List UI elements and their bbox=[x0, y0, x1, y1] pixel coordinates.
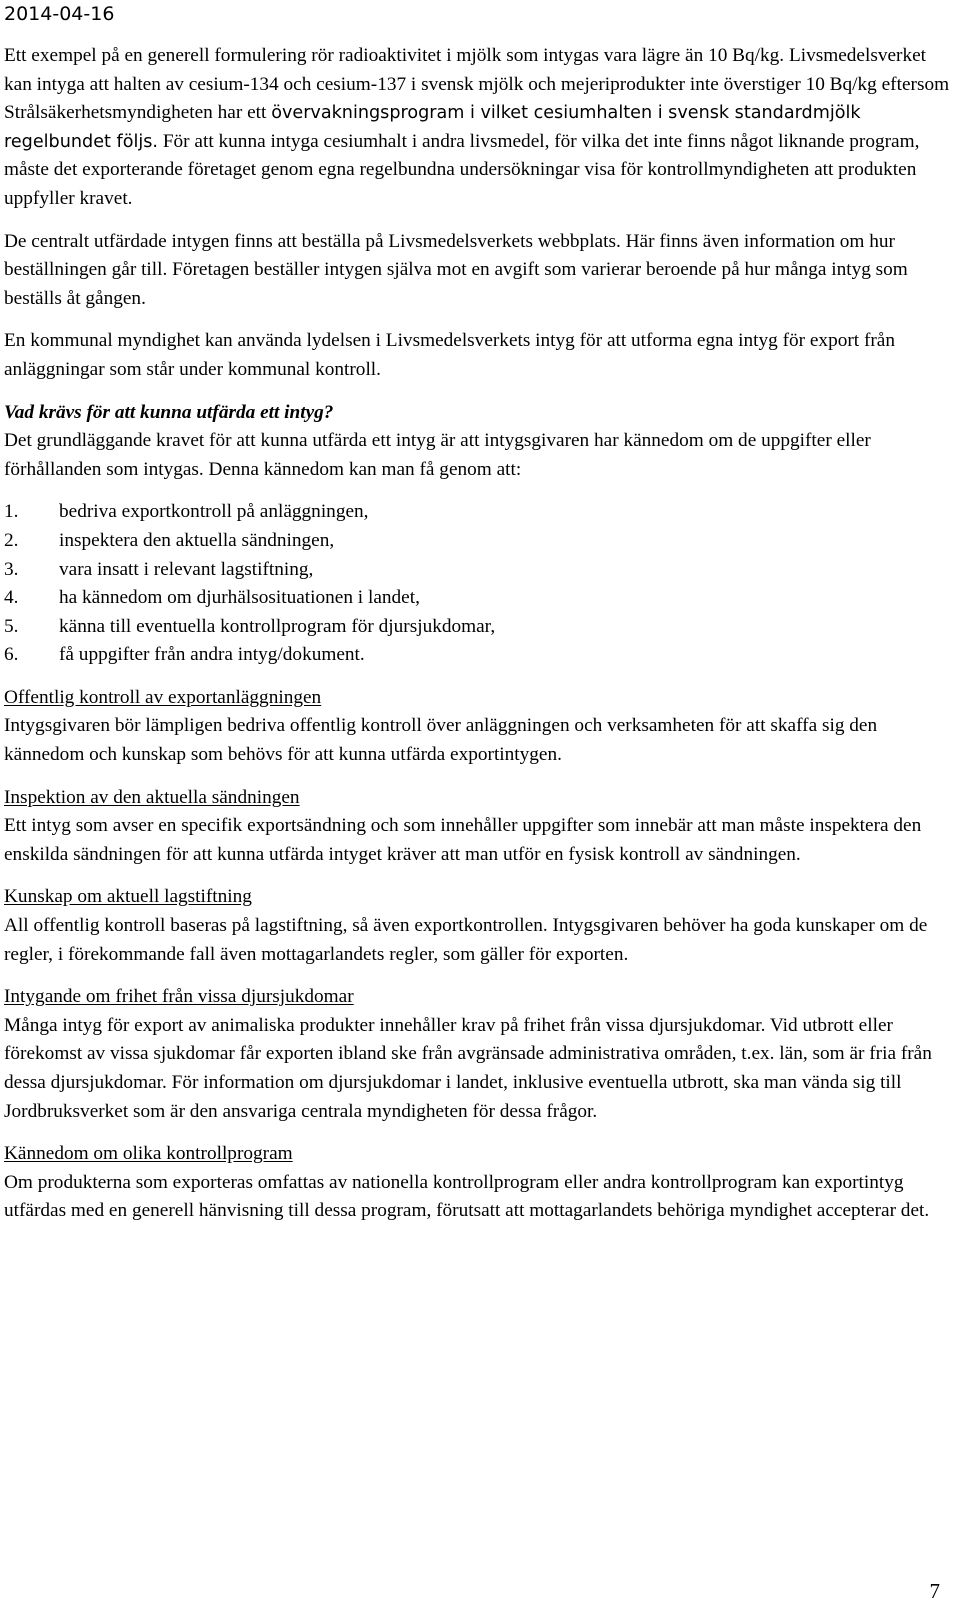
section-heading-offentlig-kontroll: Offentlig kontroll av exportanläggningen bbox=[4, 686, 322, 708]
list-item bbox=[4, 498, 954, 527]
section-heading-kontrollprogram: Kännedom om olika kontrollprogram bbox=[4, 1143, 293, 1165]
intro-text-part-3: För att kunna intyga cesiumhalt i andra livsmedel, för vilka det inte finns något liknande program, måste det exporterande företaget genom egna regelbundna undersökningar visa för kontrollmyndigheten att produkten uppfyller kravet. bbox=[4, 130, 920, 209]
header-date: 2014-04-16 bbox=[4, 3, 115, 25]
list-item-text: få uppgifter från andra intyg/dokument. bbox=[59, 644, 365, 666]
list-item-text: vara insatt i relevant lagstiftning, bbox=[59, 558, 314, 580]
section-body-inspektion: Ett intyg som avser en specifik exportsändning och som innehåller uppgifter som innebär att man måste inspektera den enskilda sändningen för att kunna utfärda intyget kräver att man utför en fysisk kontroll av sändningen. bbox=[4, 815, 922, 865]
list-item-number: 6. bbox=[4, 644, 19, 666]
section-body-lagstiftning: All offentlig kontroll baseras på lagstiftning, så även exportkontrollen. Intygsgivaren behöver ha goda kunskaper om de regler, i förekommande fall även mottagarlandets regler, som gäller för exporten. bbox=[4, 915, 928, 965]
question-body: Det grundläggande kravet för att kunna utfärda ett intyg är att intygsgivaren har kännedom om de uppgifter eller förhållanden som intygas. Denna kännedom kan man få genom att: bbox=[4, 430, 871, 480]
section-heading-djursjukdomar: Intygande om frihet från vissa djursjukdomar bbox=[4, 986, 354, 1008]
list-item-text: ha kännedom om djurhälsosituationen i landet, bbox=[59, 587, 420, 609]
list-item-text: inspektera den aktuella sändningen, bbox=[59, 529, 335, 551]
list-item-number: 5. bbox=[4, 615, 19, 637]
intro-text-part-1: Ett exempel på en generell formulering rör radioaktivitet i mjölk som intygas vara lägre än 10 Bq/kg. Livsmedelsverket kan intyga att halten av cesium-134 och cesium-137 i svensk mjölk och mejeriprodukter inte överstiger 10 Bq/kg eftersom Strålsäkerhetsmyndigheten har ett bbox=[4, 45, 950, 124]
list-item-number: 4. bbox=[4, 587, 19, 609]
intro-paragraph bbox=[4, 42, 954, 214]
list-item-text: bedriva exportkontroll på anläggningen, bbox=[59, 501, 369, 523]
list-item-text: känna till eventuella kontrollprogram för djursjukdomar, bbox=[59, 615, 496, 637]
section-body-kontrollprogram: Om produkterna som exporteras omfattas av nationella kontrollprogram eller andra kontrollprogram kan exportintyg utfärdas med en generell hänvisning till dessa program, förutsatt att mottagarlandets behöriga myndighet accepterar det. bbox=[4, 1171, 930, 1222]
list-item-number: 3. bbox=[4, 558, 19, 580]
question-heading: Vad krävs för att kunna utfärda ett intyg? bbox=[4, 401, 334, 423]
document-body bbox=[4, 42, 954, 1226]
requirements-list bbox=[4, 498, 954, 670]
list-item bbox=[4, 527, 954, 556]
section-heading-lagstiftning: Kunskap om aktuell lagstiftning bbox=[4, 886, 252, 908]
list-item-number: 1. bbox=[4, 501, 19, 523]
intro-text-part-2: övervakningsprogram i vilket cesiumhalten i svensk standardmjölk regelbundet följs. bbox=[4, 103, 861, 152]
paragraph-municipal: En kommunal myndighet kan använda lydelsen i Livsmedelsverkets intyg för att utforma egna intyg för export från anläggningar som står under kommunal kontroll. bbox=[4, 330, 895, 380]
list-item bbox=[4, 641, 954, 670]
section-heading-inspektion: Inspektion av den aktuella sändningen bbox=[4, 786, 300, 808]
page-number: 7 bbox=[929, 1579, 940, 1603]
section-body-djursjukdomar: Många intyg för export av animaliska produkter innehåller krav på frihet från vissa djursjukdomar. Vid utbrott eller förekomst av vissa sjukdomar får exporten ibland ske från avgränsade administrativa områden, t.ex. län, som är fria från dessa djursjukdomar. För information om djursjukdomar i landet, inklusive eventuella utbrott, ska man vända sig till Jordbruksverket som är den ansvariga centrala myndigheten för dessa frågor. bbox=[4, 1014, 932, 1122]
list-item bbox=[4, 613, 954, 642]
section-body-offentlig-kontroll: Intygsgivaren bör lämpligen bedriva offentlig kontroll över anläggningen och verksamheten för att skaffa sig den kännedom och kunskap som behövs för att kunna utfärda exportintygen. bbox=[4, 715, 878, 766]
list-item bbox=[4, 584, 954, 613]
list-item-number: 2. bbox=[4, 529, 19, 551]
paragraph-ordering: De centralt utfärdade intygen finns att beställa på Livsmedelsverkets webbplats. Här finns även information om hur beställningen går till. Företagen beställer intygen själva mot en avgift som varierar beroende på hur många intyg som beställs åt gången. bbox=[4, 230, 908, 309]
list-item bbox=[4, 556, 954, 585]
